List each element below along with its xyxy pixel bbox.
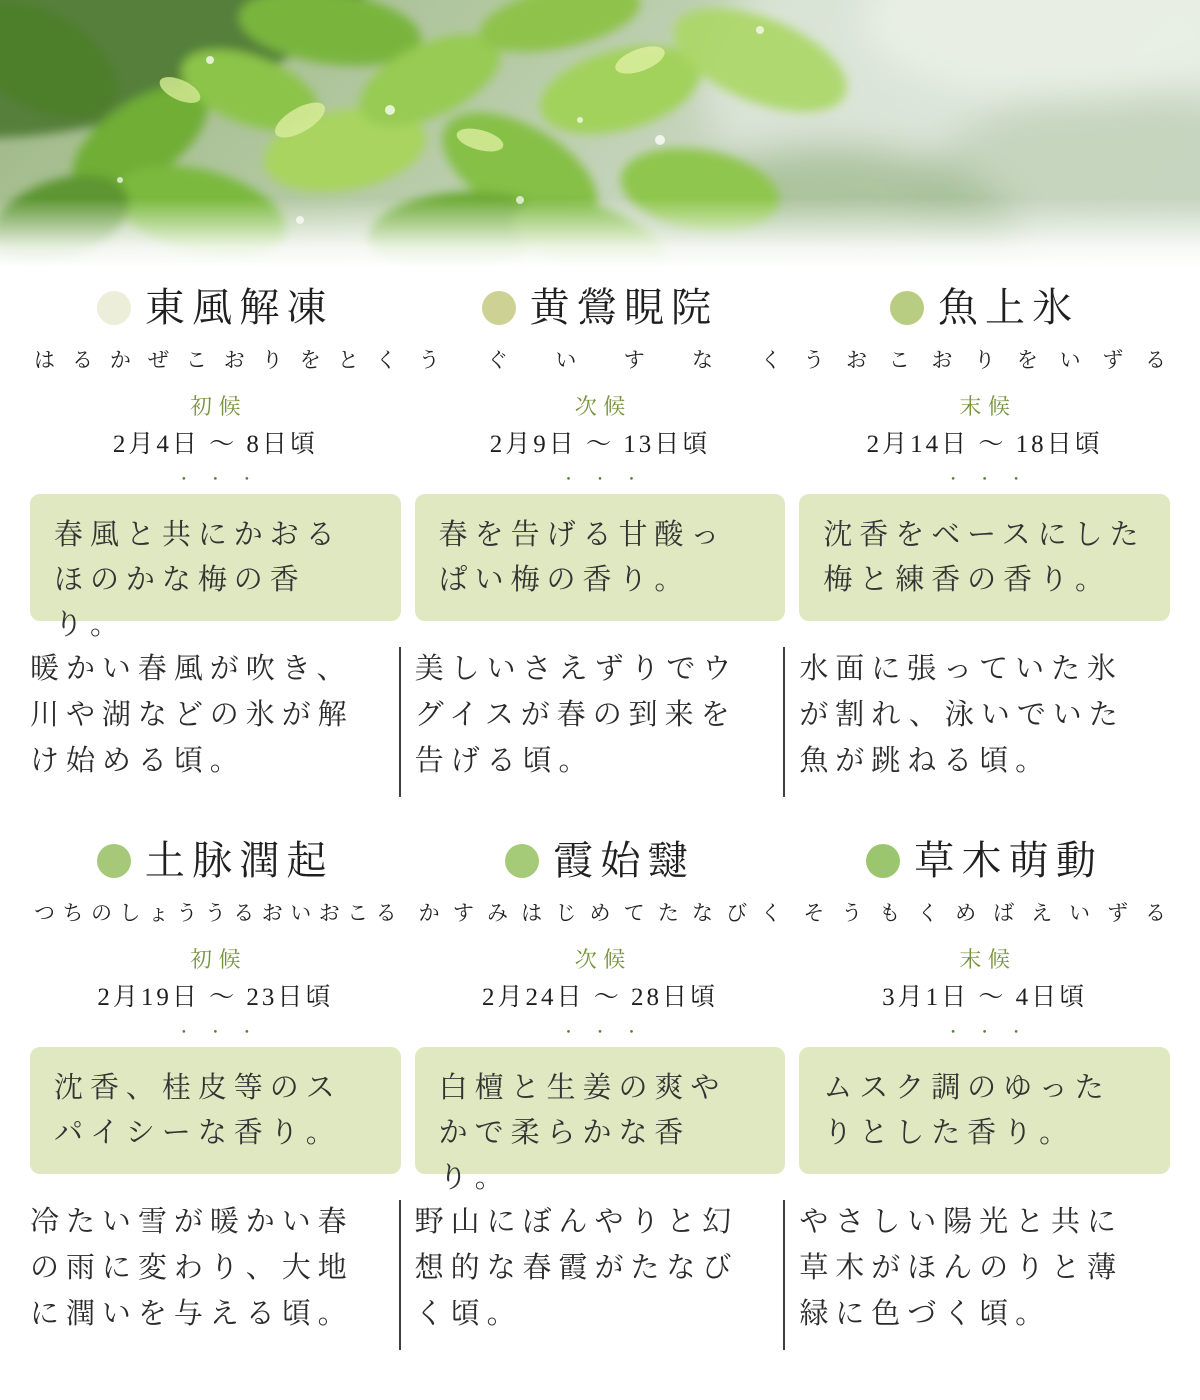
section-header — [799, 837, 1170, 1047]
section-title: 黄鶯睍院 — [529, 285, 719, 330]
date-range: 2月19日 〜 23日頃 — [97, 983, 334, 1011]
section-title-row — [30, 284, 401, 332]
separator-dots: ・・・ — [560, 471, 656, 488]
phase-label: 末候 — [959, 947, 1017, 973]
phase-label: 末候 — [959, 394, 1017, 420]
section-reading: はるかぜこおりをとく — [34, 348, 397, 372]
scent-box — [415, 1047, 786, 1194]
scent-text: 沈香をベースにした梅と練香の香り。 — [823, 519, 1146, 596]
section-title: 魚上氷 — [937, 285, 1080, 330]
section-header — [415, 837, 786, 1047]
date-range: 2月4日 〜 8日頃 — [112, 430, 318, 458]
section-title: 土脉潤起 — [144, 838, 334, 883]
date-range: 2月9日 〜 13日頃 — [489, 430, 711, 458]
section-header — [415, 284, 786, 494]
date-range: 3月1日 〜 4日頃 — [882, 983, 1088, 1011]
section-reading: うぐいすなく — [418, 348, 782, 372]
season-description: 野山にぼんやりと幻想的な春霞がたなびく頃。 — [415, 1200, 786, 1350]
section-title-row — [415, 837, 786, 885]
section-title-row — [799, 837, 1170, 885]
separator-dots: ・・・ — [945, 471, 1041, 488]
section-title-row — [799, 284, 1170, 332]
season-section-2 — [415, 284, 786, 797]
section-reading: そうもくめばえいずる — [803, 901, 1166, 925]
separator-dots: ・・・ — [176, 1024, 271, 1041]
scent-text: 白檀と生姜の爽やかで柔らかな香り。 — [438, 1072, 727, 1194]
season-section-3 — [799, 284, 1170, 797]
season-dot-icon — [890, 291, 924, 325]
separator-dots: ・・・ — [560, 1024, 656, 1041]
section-title-row — [415, 284, 786, 332]
section-header — [799, 284, 1170, 494]
season-description: 美しいさえずりでウグイスが春の到来を告げる頃。 — [415, 647, 786, 797]
scent-box — [799, 1047, 1170, 1174]
phase-label: 初候 — [190, 394, 248, 420]
section-header — [30, 837, 401, 1047]
scent-box — [30, 494, 401, 641]
scent-box — [30, 1047, 401, 1174]
section-header — [30, 284, 401, 494]
season-dot-icon — [482, 291, 516, 325]
season-section-1 — [30, 284, 401, 797]
season-description: 冷たい雪が暖かい春の雨に変わり、大地に潤いを与える頃。 — [30, 1200, 401, 1350]
phase-label: 次候 — [574, 394, 632, 420]
season-section-6 — [799, 837, 1170, 1350]
scent-text: ムスク調のゆったりとした香り。 — [823, 1072, 1111, 1149]
date-range: 2月24日 〜 28日頃 — [481, 983, 718, 1011]
section-title-row — [30, 837, 401, 885]
scent-text: 沈香、桂皮等のスパイシーな香り。 — [54, 1072, 342, 1149]
season-dot-icon — [505, 844, 539, 878]
section-title: 霞始靆 — [553, 838, 695, 883]
section-reading: かすみはじめてたなびく — [418, 901, 782, 925]
section-reading: つちのしょううるおいおこる — [34, 901, 397, 925]
season-dot-icon — [866, 844, 900, 878]
section-reading: うおこおりをいずる — [803, 348, 1166, 372]
scent-box — [799, 494, 1170, 621]
section-title: 東風解凍 — [144, 285, 334, 330]
phase-label: 初候 — [190, 947, 248, 973]
scent-text: 春を告げる甘酸っぱい梅の香り。 — [438, 519, 727, 596]
phase-label: 次候 — [574, 947, 632, 973]
season-dot-icon — [97, 291, 131, 325]
separator-dots: ・・・ — [176, 471, 271, 488]
seasons-grid — [0, 268, 1200, 1380]
hero-photo — [0, 0, 1200, 268]
season-description: 暖かい春風が吹き、川や湖などの氷が解け始める頃。 — [30, 647, 401, 797]
scent-text: 春風と共にかおるほのかな梅の香り。 — [54, 519, 342, 641]
season-section-4 — [30, 837, 401, 1350]
scent-box — [415, 494, 786, 621]
scent-ghost-period: 。 — [496, 1161, 533, 1194]
date-range: 2月14日 〜 18日頃 — [866, 430, 1103, 458]
season-section-5 — [415, 837, 786, 1350]
separator-dots: ・・・ — [945, 1024, 1041, 1041]
season-description: 水面に張っていた氷が割れ、泳いでいた魚が跳ねる頃。 — [799, 653, 1125, 777]
season-dot-icon — [97, 844, 131, 878]
section-title: 草木萌動 — [914, 838, 1104, 883]
herb-leaves-illustration — [0, 0, 1200, 268]
season-description: やさしい陽光と共に草木がほんのりと薄緑に色づく頃。 — [799, 1206, 1123, 1330]
